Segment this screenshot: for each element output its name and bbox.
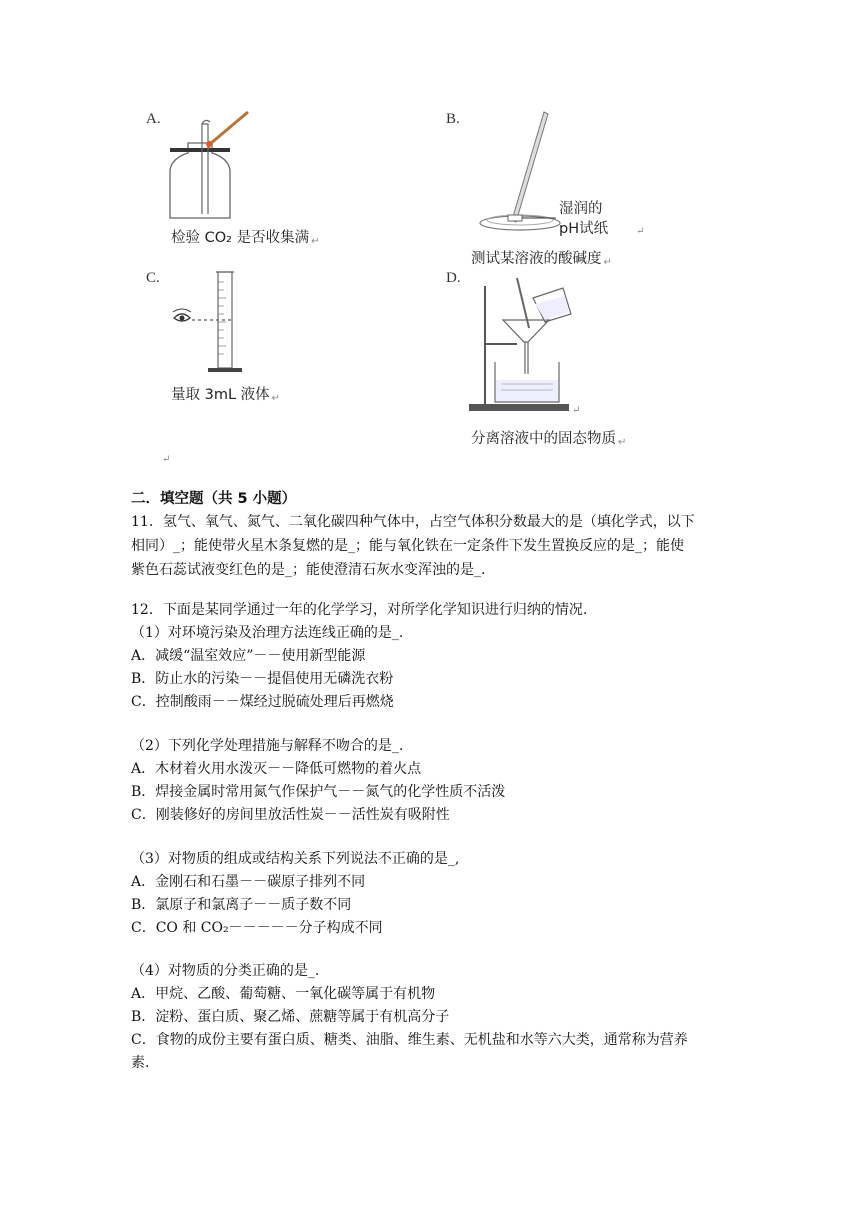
q12-part3-stem: （3）对物质的组成或结构关系下列说法不正确的是_, [131,851,460,867]
figure-c-caption: 量取 3mL 液体 ↵ [171,387,281,404]
q12-part4-option-b: B．淀粉、蛋白质、聚乙烯、蔗糖等属于有机高分子 [131,1009,450,1025]
option-b-letter: B. [446,111,460,127]
paragraph-mark-icon: ↵ [162,454,171,465]
ph-paper-label-2: pH试纸 [559,221,609,237]
ph-paper-label-1: 湿润的 [559,201,603,217]
graduated-cylinder-illustration [170,268,250,380]
q12-part4-option-c-line-1: C．食物的成份主要有蛋白质、糖类、油脂、维生素、无机盐和水等六大类，通常称为营养 [131,1032,688,1048]
q11-line-3: 紫色石蕊试液变红色的是_；能使澄清石灰水变浑浊的是_. [131,562,486,578]
q12-intro: 12．下面是某同学通过一年的化学学习，对所学化学知识进行归纳的情况. [131,602,588,618]
q12-part3-option-b: B．氯原子和氯离子－－质子数不同 [131,897,352,913]
figure-a-caption: 检验 CO₂ 是否收集满 ↵ [171,230,320,247]
q12-part4-option-a: A．甲烷、乙酸、葡萄糖、一氧化碳等属于有机物 [131,986,436,1002]
q12-part4-stem: （4）对物质的分类正确的是_. [131,963,320,979]
q12-part1-option-b: B．防止水的污染－－提倡使用无磷洗衣粉 [131,671,394,687]
figure-d-caption: 分离溶液中的固态物质 ↵ [471,431,627,448]
gas-bottle-illustration [168,108,258,223]
paragraph-mark-icon: ↵ [572,405,581,416]
q12-part1-option-a: A．减缓“温室效应”－－使用新型能源 [131,648,366,664]
q12-part1-option-c: C．控制酸雨－－煤经过脱硫处理后再燃烧 [131,694,394,710]
paragraph-mark-icon: ↵ [636,226,645,237]
q12-part1-stem: （1）对环境污染及治理方法连线正确的是_. [131,625,404,641]
option-d-letter: D. [446,270,461,286]
q12-part2-option-c: C．刚装修好的房间里放活性炭－－活性炭有吸附性 [131,807,450,823]
paragraph-mark-icon: ↵ [618,437,627,448]
q11-line-2: 相同）_；能使带火星木条复燃的是_；能与氧化铁在一定条件下发生置换反应的是_；能使 [131,538,684,554]
q12-part3-option-a: A．金刚石和石墨－－碳原子排列不同 [131,874,366,890]
option-a-letter: A. [146,111,161,127]
q12-part2-option-b: B．焊接金属时常用氮气作保护气－－氮气的化学性质不活泼 [131,784,506,800]
q12-part2-option-a: A．木材着火用水泼灭－－降低可燃物的着火点 [131,761,422,777]
paragraph-mark-icon: ↵ [271,393,281,404]
paragraph-mark-icon: ↵ [603,257,612,268]
section-title: 二．填空题（共 5 小题） [131,491,297,507]
option-c-letter: C. [146,270,160,286]
filtration-apparatus-illustration [465,276,575,416]
figure-b-caption: 测试某溶液的酸碱度 ↵ [471,251,612,268]
paragraph-mark-icon: ↵ [311,236,320,247]
q12-part4-option-c-line-2: 素. [131,1055,150,1071]
q11-line-1: 11．氢气、氧气、氮气、二氧化碳四种气体中，占空气体积分数最大的是（填化学式，以下 [131,514,695,530]
q12-part2-stem: （2）下列化学处理措施与解释不吻合的是_. [131,738,404,754]
q12-part3-option-c: C．CO 和 CO₂－－－－－分子构成不同 [131,920,383,936]
